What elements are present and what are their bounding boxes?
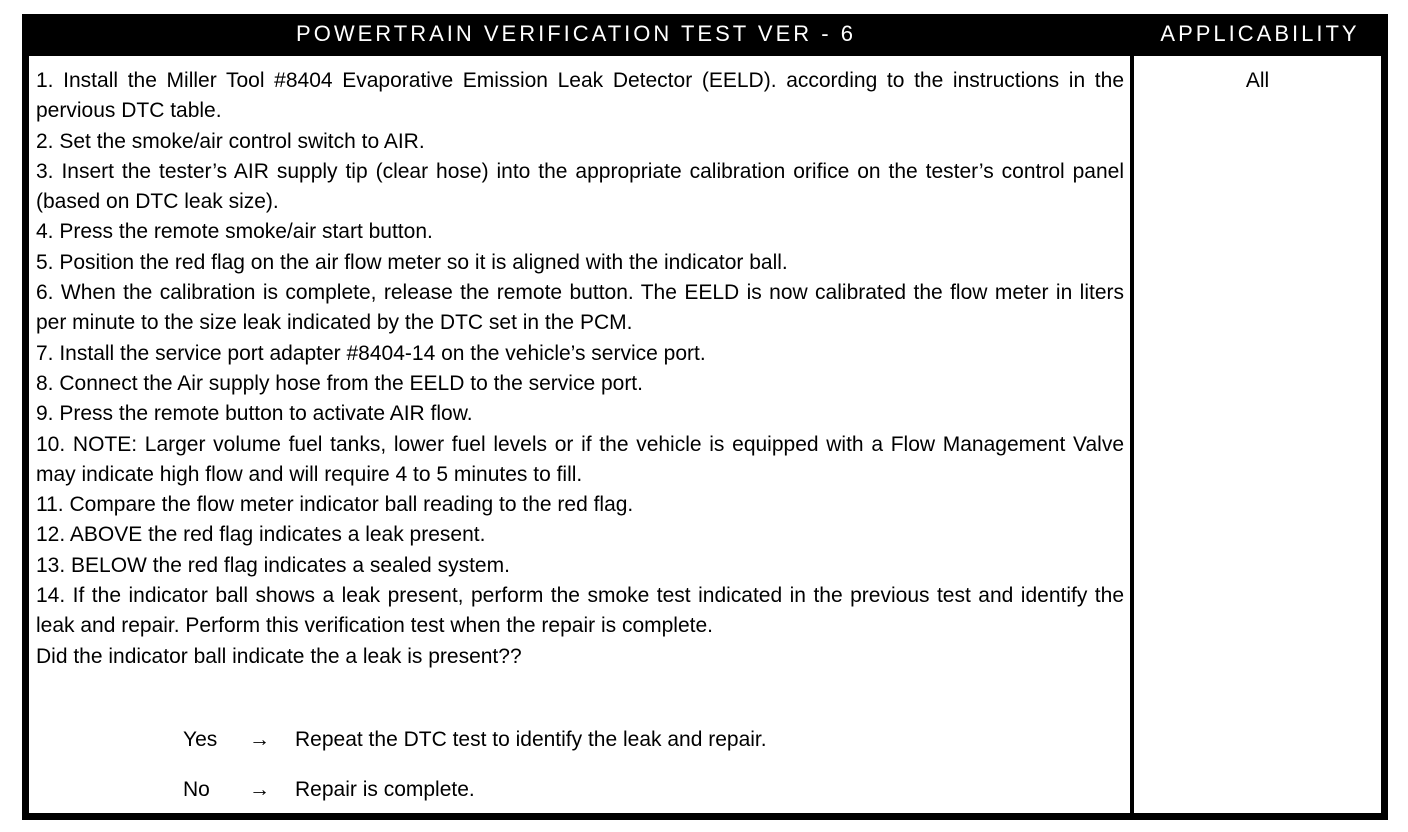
step-1: 1. Install the Miller Tool #8404 Evaporative Emission Leak Detector (EELD). according to the instructions in the pervious DTC table. (36, 69, 1124, 123)
step-8: 8. Connect the Air supply hose from the EELD to the service port. (36, 371, 643, 395)
step-14: 14. If the indicator ball shows a leak present, perform the smoke test indicated in the previous test and identify the leak and repair. Perform this verification test when the repair is complete. (36, 584, 1124, 638)
test-question: Did the indicator ball indicate the a leak is present?? (36, 644, 522, 668)
applicability-value: All (1245, 69, 1270, 92)
answer-no-action: Repair is complete. (295, 778, 475, 801)
step-4: 4. Press the remote smoke/air start button. (36, 220, 433, 244)
table-title: POWERTRAIN VERIFICATION TEST VER - 6 (296, 21, 856, 46)
step-12: 12. ABOVE the red flag indicates a leak present. (36, 523, 486, 547)
answer-yes-label: Yes (183, 728, 218, 751)
step-9: 9. Press the remote button to activate AIR flow. (36, 402, 473, 426)
verification-test-table (22, 14, 1388, 820)
step-13: 13. BELOW the red flag indicates a sealed system. (36, 553, 510, 577)
step-7: 7. Install the service port adapter #8404-14 on the vehicle’s service port. (36, 341, 706, 365)
step-11: 11. Compare the flow meter indicator ball reading to the red flag. (36, 493, 634, 517)
arrow-right-icon: → (249, 728, 270, 751)
arrow-right-icon: → (249, 778, 270, 801)
step-3: 3. Insert the tester’s AIR supply tip (clear hose) into the appropriate calibration orifice on the tester’s control panel (based on DTC leak size). (36, 159, 1124, 214)
answer-yes-action: Repeat the DTC test to identify the leak and repair. (295, 728, 767, 751)
answer-no-label: No (183, 778, 210, 801)
step-5: 5. Position the red flag on the air flow meter so it is aligned with the indicator ball. (36, 250, 788, 274)
applicability-header: APPLICABILITY (1160, 21, 1360, 46)
procedure-steps (36, 66, 1124, 672)
procedure-cell (29, 56, 1130, 813)
step-6: 6. When the calibration is complete, release the remote button. The EELD is now calibrated the flow meter in liters per minute to the size leak indicated by the DTC set in the PCM. (36, 281, 1124, 335)
step-2: 2. Set the smoke/air control switch to AIR. (36, 129, 425, 153)
applicability-cell (1134, 56, 1381, 813)
step-10-note: 10. NOTE: Larger volume fuel tanks, lower fuel levels or if the vehicle is equipped with a Flow Management Valve may indicate high flow and will require 4 to 5 minutes to fill. (36, 432, 1124, 486)
